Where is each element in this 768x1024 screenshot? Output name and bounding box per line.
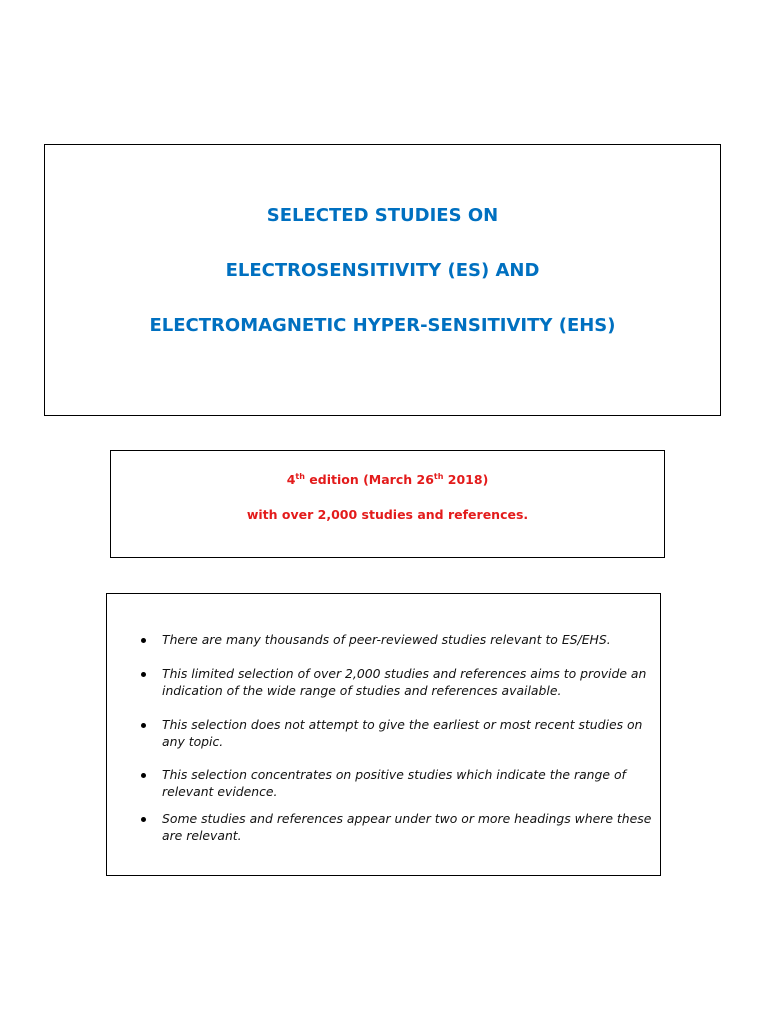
- title-line-2: ELECTROSENSITIVITY (ES) AND: [225, 260, 540, 281]
- list-item: [162, 631, 652, 648]
- edition-line: [111, 472, 664, 488]
- edition-number-suffix: th: [295, 472, 305, 481]
- edition-box: [110, 450, 665, 558]
- note-text: There are many thousands of peer-reviewed studies relevant to ES/EHS.: [162, 632, 611, 647]
- list-item: [162, 810, 652, 844]
- bullet-icon: [141, 723, 146, 728]
- note-text: This selection does not attempt to give the earliest or most recent studies on any topic.: [162, 717, 643, 749]
- notes-box: [106, 593, 661, 876]
- title-box: [44, 144, 721, 416]
- edition-subtitle: with over 2,000 studies and references.: [246, 507, 529, 522]
- bullet-icon: [141, 773, 146, 778]
- bullet-icon: [141, 672, 146, 677]
- list-item: [162, 716, 652, 750]
- edition-text: edition (March 26: [304, 472, 434, 487]
- edition-year: 2018): [443, 472, 489, 487]
- title-line-1: SELECTED STUDIES ON: [266, 205, 499, 226]
- list-item: [162, 665, 652, 699]
- edition-date-suffix: th: [433, 472, 444, 481]
- note-text: This selection concentrates on positive studies which indicate the range of relevant evidence.: [162, 767, 626, 799]
- list-item: [162, 766, 652, 800]
- title-line-3: ELECTROMAGNETIC HYPER-SENSITIVITY (EHS): [149, 315, 616, 336]
- note-text: Some studies and references appear under two or more headings where these are relevant.: [162, 811, 652, 843]
- edition-number: 4: [286, 472, 296, 487]
- note-text: This limited selection of over 2,000 studies and references aims to provide an indication of the wide range of studies and references available.: [162, 666, 647, 698]
- bullet-icon: [141, 817, 146, 822]
- bullet-icon: [141, 638, 146, 643]
